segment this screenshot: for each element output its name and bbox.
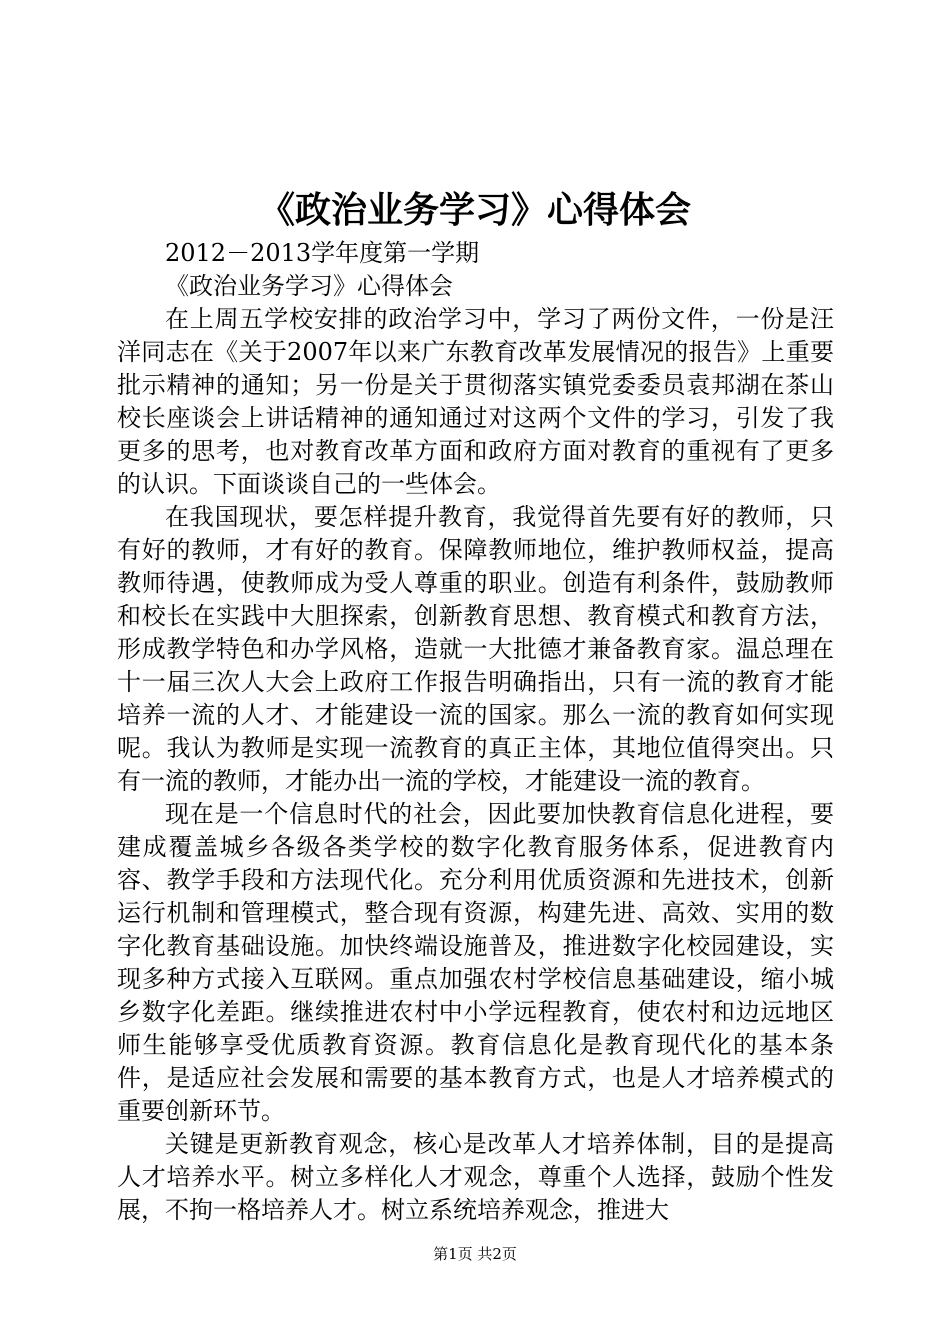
subtitle-line: 2012－2013学年度第一学期	[165, 239, 480, 267]
body-paragraph: 现在是一个信息时代的社会，因此要加快教育信息化进程，要建成覆盖城乡各级各类学校的数字化教育服务体系，促进教育内容、教学手段和方法现代化。充分利用优质资源和先进技术，创新运行机制和管理模式，整合现有资源，构建先进、高效、实用的数字化教育基础设施。加快终端设施普及，推进数字化校园建设，实现多种方式接入互联网。重点加强农村学校信息基础建设，缩小城乡数字化差距。继续推进农村中小学远程教育，使农村和边远地区师生能够享受优质教育资源。教育信息化是教育现代化的基本条件，是适应社会发展和需要的基本教育方式，也是人才培养模式的重要创新环节。	[117, 800, 834, 1125]
page-footer: 第1页 共2页	[433, 1245, 517, 1263]
body-paragraph: 在我国现状，要怎样提升教育，我觉得首先要有好的教师，只有好的教师，才有好的教育。保障教师地位，维护教师权益，提高教师待遇，使教师成为受人尊重的职业。创造有利条件，鼓励教师和校长在实践中大胆探索，创新教育思想、教育模式和教育方法，形成教学特色和办学风格，造就一大批德才兼备教育家。温总理在十一届三次人大会上政府工作报告明确指出，只有一流的教育才能培养一流的人才、才能建设一流的国家。那么一流的教育如何实现呢。我认为教师是实现一流教育的真正主体，其地位值得突出。只有一流的教师，才能办出一流的学校，才能建设一流的教育。	[117, 503, 834, 795]
document-body	[117, 237, 834, 1227]
body-paragraph: 关键是更新教育观念，核心是改革人才培养体制，目的是提高人才培养水平。树立多样化人才观念，尊重个人选择，鼓励个性发展，不拘一格培养人才。树立系统培养观念，推进大	[117, 1130, 834, 1224]
body-paragraph: 在上周五学校安排的政治学习中，学习了两份文件，一份是汪洋同志在《关于2007年以来广东教育改革发展情况的报告》上重要批示精神的通知；另一份是关于贯彻落实镇党委委员袁邦湖在茶山校长座谈会上讲话精神的通知通过对这两个文件的学习，引发了我更多的思考，也对教育改革方面和政府方面对教育的重视有了更多的认识。下面谈谈自己的一些体会。	[117, 305, 834, 498]
document-title: 《政治业务学习》心得体会	[258, 189, 691, 231]
subtitle-line: 《政治业务学习》心得体会	[165, 272, 453, 300]
